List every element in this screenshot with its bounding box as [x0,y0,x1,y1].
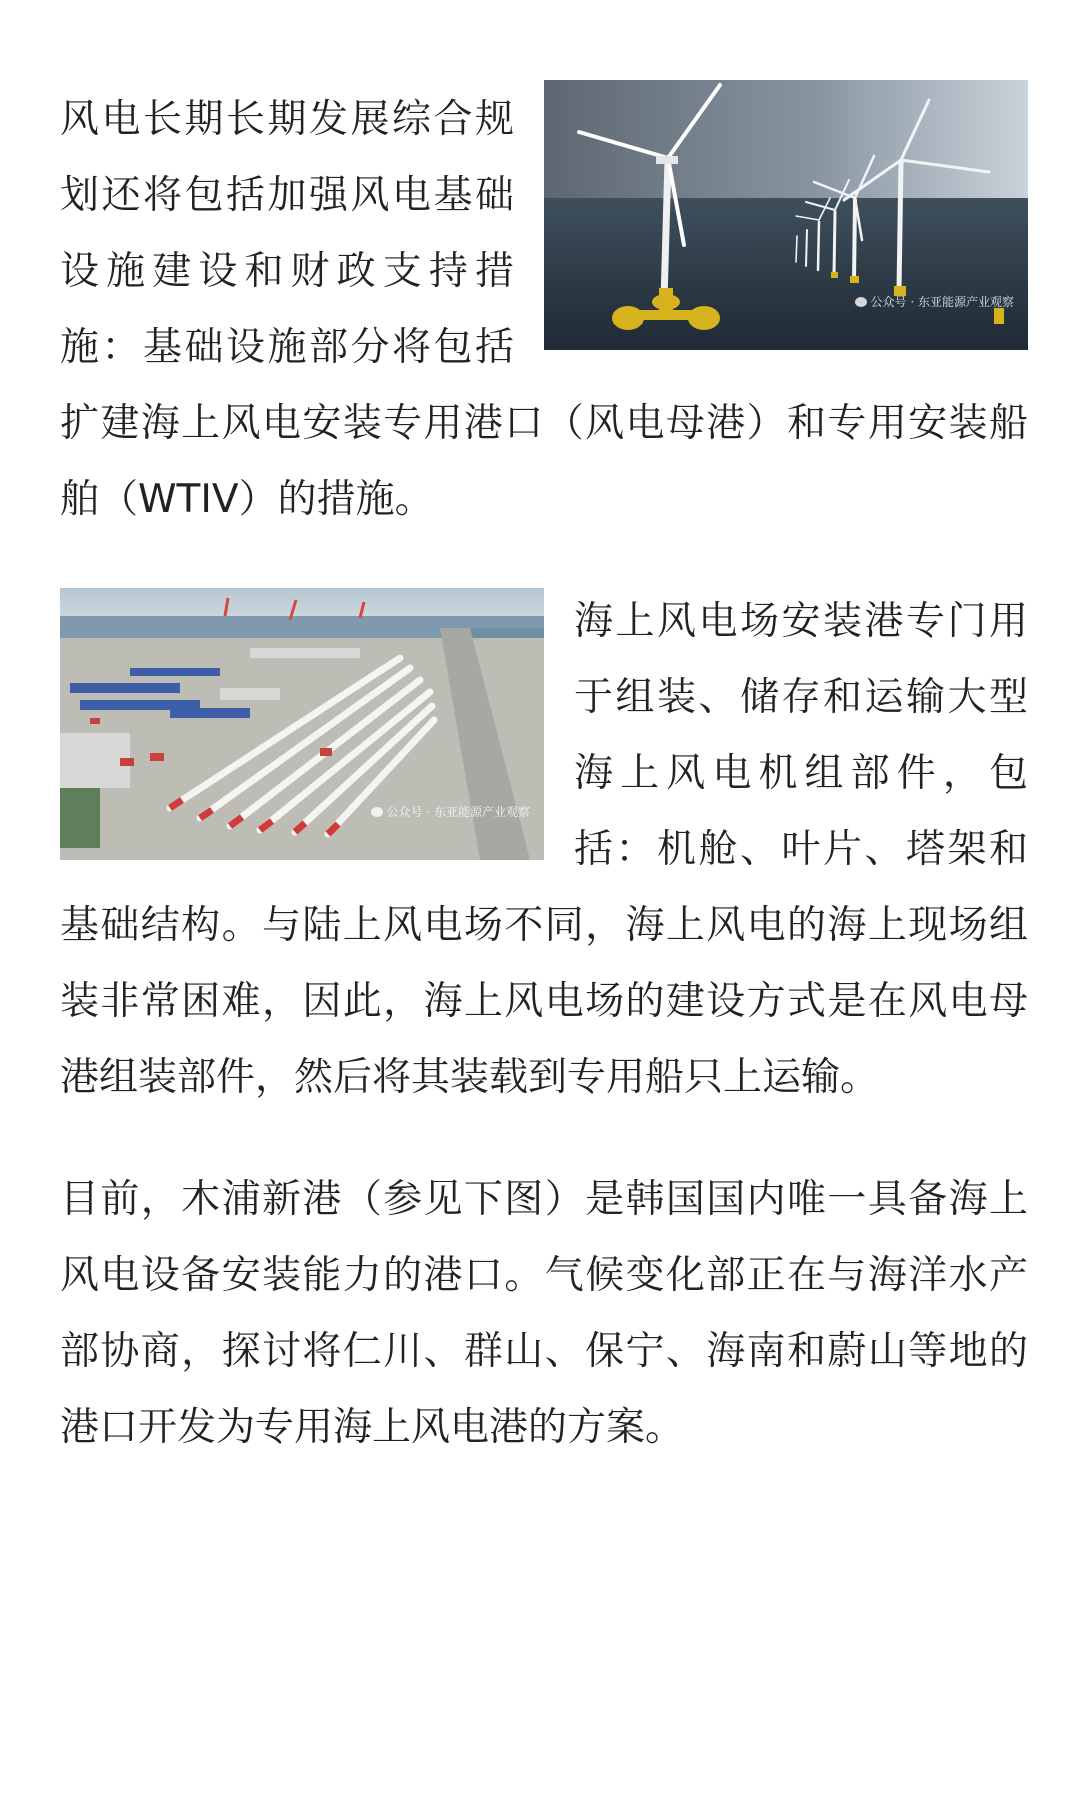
wind-port-aerial-photo [60,588,544,860]
paragraph-1-text: 风电长期长期发展综合规划还将包括加强风电基础设施建设和财政支持措施：基础设施部分将包括扩建海上风电安装专用港口（风电母港）和专用安装船舶（WTIV）的措施。 [60,97,1028,522]
paragraph-3 [60,1162,1028,1466]
article-body [60,82,1028,1466]
watermark-text: 公众号 · 东亚能源产业观察 [386,805,530,819]
paragraph-3-text: 目前，木浦新港（参见下图）是韩国国内唯一具备海上风电设备安装能力的港口。气候变化部正在与海洋水产部协商，探讨将仁川、群山、保宁、海南和蔚山等地的港口开发为专用海上风电港的方案。 [60,1177,1028,1450]
paragraph-2-text: 海上风电场安装港专门用于组装、储存和运输大型海上风电机组部件，包括：机舱、叶片、塔架和基础结构。与陆上风电场不同，海上风电的海上现场组装非常困难，因此，海上风电场的建设方式是在风电母港组装部件，然后将其装载到专用船只上运输。 [60,599,1028,1100]
watermark [371,774,530,850]
wechat-icon [855,297,867,307]
offshore-wind-turbines-photo [544,80,1028,350]
wechat-icon [371,807,383,817]
paragraph-1 [60,82,1028,538]
watermark-text: 公众号 · 东亚能源产业观察 [870,295,1014,309]
watermark [855,264,1014,340]
paragraph-2 [60,584,1028,1116]
